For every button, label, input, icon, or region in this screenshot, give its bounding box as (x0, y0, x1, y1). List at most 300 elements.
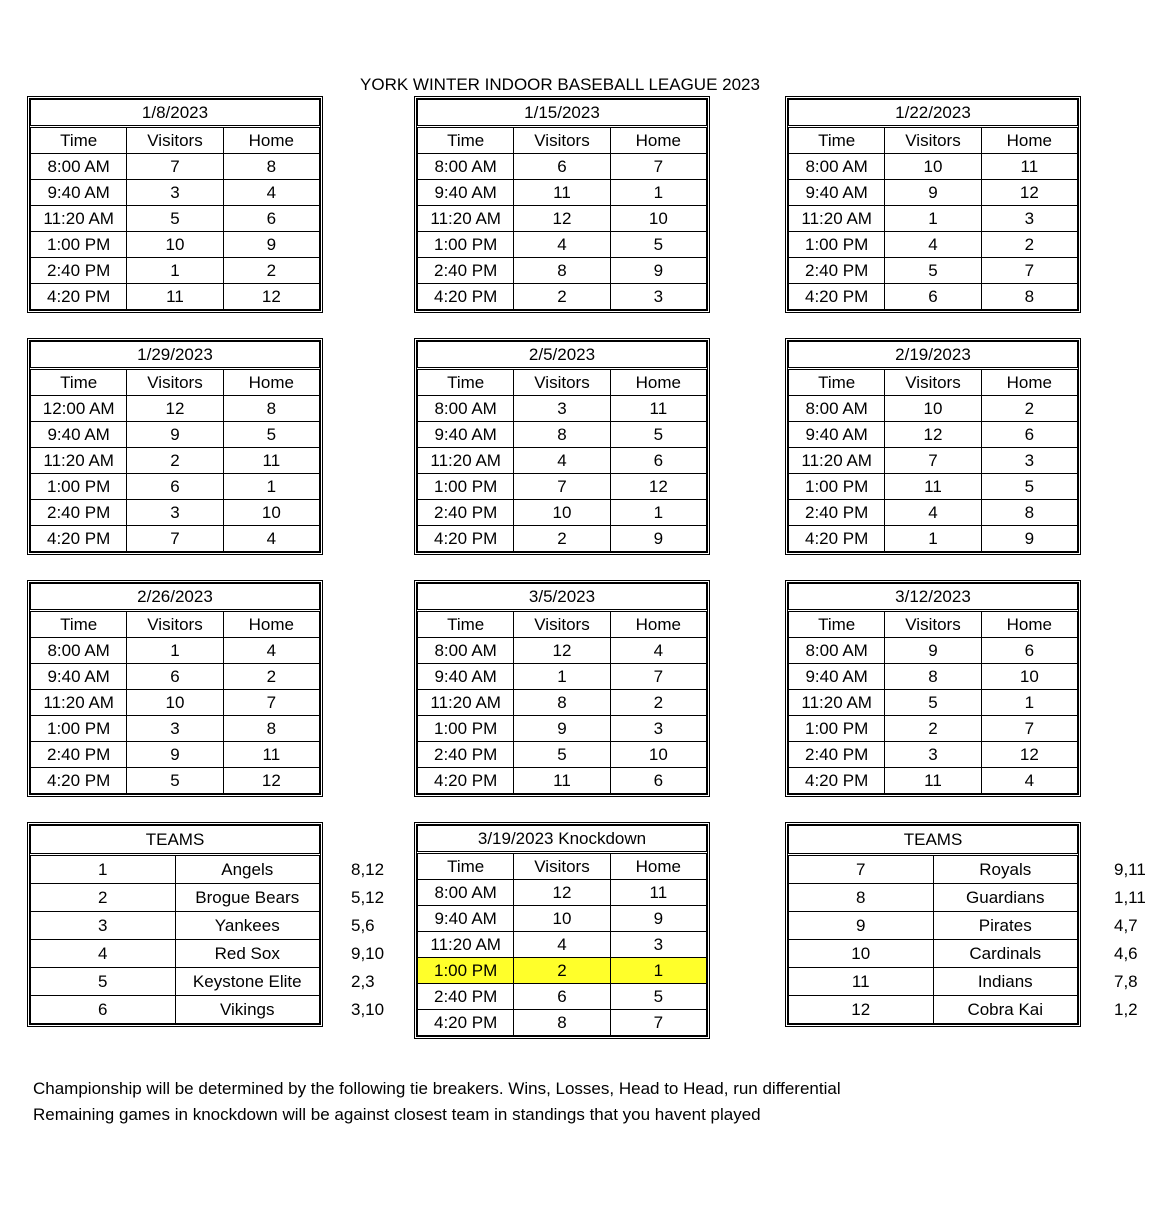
game-visitors: 9 (885, 180, 981, 206)
team-number: 2 (31, 884, 176, 912)
schedule-table (785, 96, 1081, 313)
schedule-table (785, 338, 1081, 555)
game-time: 2:40 PM (789, 742, 885, 768)
game-home: 7 (610, 1010, 706, 1036)
teams-header: TEAMS (789, 826, 1078, 855)
game-row (418, 906, 707, 932)
schedule-date: 1/8/2023 (31, 100, 320, 127)
game-row (418, 154, 707, 180)
game-home: 8 (223, 716, 319, 742)
game-home: 9 (610, 258, 706, 284)
game-home: 7 (223, 690, 319, 716)
col-header-home: Home (223, 369, 319, 396)
col-header-visitors: Visitors (127, 369, 223, 396)
schedule-table (414, 580, 710, 797)
schedule-date: 1/15/2023 (418, 100, 707, 127)
col-header-time: Time (31, 369, 127, 396)
col-header-time: Time (418, 369, 514, 396)
game-time: 4:20 PM (31, 284, 127, 310)
game-visitors: 1 (885, 526, 981, 552)
game-time: 11:20 AM (418, 206, 514, 232)
game-time: 2:40 PM (31, 500, 127, 526)
game-time: 4:20 PM (789, 284, 885, 310)
team-opponents: 4,6 (1114, 944, 1138, 963)
game-visitors: 8 (514, 690, 610, 716)
game-visitors: 10 (127, 690, 223, 716)
game-home: 2 (981, 232, 1077, 258)
game-home: 2 (981, 396, 1077, 422)
col-header-visitors: Visitors (127, 611, 223, 638)
game-home: 7 (610, 154, 706, 180)
game-row (789, 180, 1078, 206)
game-visitors: 7 (127, 526, 223, 552)
game-home: 4 (223, 180, 319, 206)
game-row (31, 638, 320, 664)
team-name: Angels (175, 855, 320, 884)
game-time: 1:00 PM (418, 716, 514, 742)
game-home: 5 (981, 474, 1077, 500)
game-time: 8:00 AM (789, 154, 885, 180)
game-time: 2:40 PM (31, 742, 127, 768)
game-home: 6 (981, 422, 1077, 448)
game-time: 4:20 PM (789, 768, 885, 794)
game-visitors: 12 (514, 880, 610, 906)
game-visitors: 11 (127, 284, 223, 310)
col-header-home: Home (981, 369, 1077, 396)
team-name: Cobra Kai (933, 996, 1078, 1024)
game-visitors: 7 (127, 154, 223, 180)
game-row (789, 232, 1078, 258)
game-visitors: 3 (127, 180, 223, 206)
team-number: 8 (789, 884, 934, 912)
game-home: 10 (610, 206, 706, 232)
game-row (418, 1010, 707, 1036)
game-visitors: 4 (514, 448, 610, 474)
game-home: 1 (981, 690, 1077, 716)
team-opponents: 3,10 (351, 1000, 385, 1019)
game-time: 2:40 PM (789, 258, 885, 284)
game-visitors: 9 (127, 422, 223, 448)
schedule-date: 2/19/2023 (789, 342, 1078, 369)
team-number: 12 (789, 996, 934, 1024)
team-number: 11 (789, 968, 934, 996)
game-row (418, 664, 707, 690)
game-row (31, 232, 320, 258)
team-opponents: 8,12 (351, 860, 385, 879)
game-row (31, 422, 320, 448)
game-row (418, 232, 707, 258)
game-row (31, 396, 320, 422)
game-visitors: 5 (514, 742, 610, 768)
game-time: 4:20 PM (418, 1010, 514, 1036)
team-name: Vikings (175, 996, 320, 1024)
game-time: 9:40 AM (31, 422, 127, 448)
game-visitors: 10 (514, 906, 610, 932)
team-number: 7 (789, 855, 934, 884)
game-home: 3 (981, 448, 1077, 474)
game-visitors: 6 (514, 154, 610, 180)
team-number: 6 (31, 996, 176, 1024)
game-row (418, 422, 707, 448)
game-home: 11 (223, 742, 319, 768)
game-time: 2:40 PM (418, 742, 514, 768)
game-row (31, 284, 320, 310)
game-row (789, 526, 1078, 552)
team-name: Cardinals (933, 940, 1078, 968)
col-header-home: Home (223, 127, 319, 154)
game-row (789, 258, 1078, 284)
team-name: Red Sox (175, 940, 320, 968)
note-line: Remaining games in knockdown will be against closest team in standings that you havent played (33, 1105, 761, 1124)
game-row (31, 664, 320, 690)
game-row (789, 768, 1078, 794)
game-visitors: 4 (514, 232, 610, 258)
game-visitors: 8 (514, 1010, 610, 1036)
game-row (789, 284, 1078, 310)
game-time: 9:40 AM (31, 180, 127, 206)
game-time: 4:20 PM (418, 284, 514, 310)
game-visitors: 12 (514, 638, 610, 664)
game-visitors: 2 (514, 284, 610, 310)
game-time: 4:20 PM (418, 526, 514, 552)
game-home: 12 (981, 180, 1077, 206)
game-home: 9 (610, 906, 706, 932)
game-time: 2:40 PM (31, 258, 127, 284)
game-visitors: 8 (514, 258, 610, 284)
game-row (31, 690, 320, 716)
team-name: Keystone Elite (175, 968, 320, 996)
game-visitors: 1 (127, 638, 223, 664)
game-row (418, 258, 707, 284)
game-time: 1:00 PM (31, 232, 127, 258)
game-time: 11:20 AM (31, 206, 127, 232)
game-home: 11 (223, 448, 319, 474)
game-row (418, 742, 707, 768)
team-opponents: 4,7 (1114, 916, 1138, 935)
game-row (789, 154, 1078, 180)
game-home: 1 (610, 180, 706, 206)
game-visitors: 7 (514, 474, 610, 500)
game-time: 9:40 AM (418, 906, 514, 932)
game-home: 11 (610, 396, 706, 422)
game-row (418, 716, 707, 742)
game-time: 1:00 PM (789, 474, 885, 500)
game-visitors: 5 (885, 258, 981, 284)
team-row (789, 884, 1078, 912)
game-visitors: 9 (514, 716, 610, 742)
game-row (31, 768, 320, 794)
game-home: 6 (610, 448, 706, 474)
game-home: 3 (981, 206, 1077, 232)
game-visitors: 6 (127, 664, 223, 690)
game-time: 11:20 AM (31, 690, 127, 716)
team-row (31, 884, 320, 912)
schedule-table (785, 580, 1081, 797)
game-home: 5 (223, 422, 319, 448)
game-time: 9:40 AM (418, 664, 514, 690)
team-name: Royals (933, 855, 1078, 884)
game-row (418, 474, 707, 500)
game-row (418, 768, 707, 794)
game-visitors: 7 (885, 448, 981, 474)
col-header-time: Time (418, 611, 514, 638)
game-time: 8:00 AM (418, 154, 514, 180)
game-time: 11:20 AM (31, 448, 127, 474)
game-time: 9:40 AM (789, 664, 885, 690)
game-visitors: 3 (127, 716, 223, 742)
game-row (789, 422, 1078, 448)
team-name: Brogue Bears (175, 884, 320, 912)
game-row (31, 474, 320, 500)
schedule-table (27, 338, 323, 555)
game-row (31, 258, 320, 284)
col-header-time: Time (31, 611, 127, 638)
game-time: 11:20 AM (789, 448, 885, 474)
col-header-home: Home (610, 611, 706, 638)
game-visitors: 6 (514, 984, 610, 1010)
team-row (789, 912, 1078, 940)
game-time: 9:40 AM (31, 664, 127, 690)
game-visitors: 10 (885, 396, 981, 422)
game-time: 11:20 AM (418, 932, 514, 958)
game-home: 1 (610, 500, 706, 526)
col-header-visitors: Visitors (514, 127, 610, 154)
col-header-visitors: Visitors (885, 369, 981, 396)
game-visitors: 1 (885, 206, 981, 232)
team-name: Yankees (175, 912, 320, 940)
game-time: 9:40 AM (789, 422, 885, 448)
schedule-table (414, 96, 710, 313)
team-opponents: 5,6 (351, 916, 375, 935)
game-time: 9:40 AM (418, 422, 514, 448)
game-visitors: 3 (514, 396, 610, 422)
team-number: 10 (789, 940, 934, 968)
game-home: 3 (610, 932, 706, 958)
team-number: 3 (31, 912, 176, 940)
game-time: 1:00 PM (31, 716, 127, 742)
team-row (789, 996, 1078, 1024)
team-number: 9 (789, 912, 934, 940)
team-opponents: 7,8 (1114, 972, 1138, 991)
team-row (789, 855, 1078, 884)
schedule-date: 3/5/2023 (418, 584, 707, 611)
game-home: 10 (223, 500, 319, 526)
team-row (789, 968, 1078, 996)
game-row (31, 526, 320, 552)
game-time: 11:20 AM (789, 206, 885, 232)
game-home: 1 (610, 958, 706, 984)
game-time: 9:40 AM (418, 180, 514, 206)
game-time: 1:00 PM (418, 958, 514, 984)
teams-table (27, 822, 323, 1027)
team-row (31, 855, 320, 884)
game-row (31, 154, 320, 180)
col-header-time: Time (418, 853, 514, 880)
game-home: 3 (610, 284, 706, 310)
team-opponents: 1,2 (1114, 1000, 1138, 1019)
game-home: 10 (610, 742, 706, 768)
team-opponents: 9,10 (351, 944, 385, 963)
game-time: 4:20 PM (31, 526, 127, 552)
game-home: 6 (981, 638, 1077, 664)
game-time: 1:00 PM (418, 232, 514, 258)
team-opponents: 2,3 (351, 972, 375, 991)
game-row (31, 206, 320, 232)
game-time: 8:00 AM (418, 396, 514, 422)
schedule-date: 1/29/2023 (31, 342, 320, 369)
game-time: 4:20 PM (31, 768, 127, 794)
col-header-visitors: Visitors (514, 369, 610, 396)
game-home: 9 (610, 526, 706, 552)
game-home: 2 (610, 690, 706, 716)
game-visitors: 5 (127, 768, 223, 794)
game-row (789, 690, 1078, 716)
game-row (789, 638, 1078, 664)
game-row (418, 984, 707, 1010)
game-visitors: 1 (514, 664, 610, 690)
opponents-column (1114, 856, 1146, 1024)
game-row (31, 500, 320, 526)
team-row (31, 940, 320, 968)
game-home: 3 (610, 716, 706, 742)
game-visitors: 8 (885, 664, 981, 690)
game-home: 2 (223, 664, 319, 690)
game-home: 6 (223, 206, 319, 232)
game-visitors: 11 (885, 768, 981, 794)
game-time: 4:20 PM (789, 526, 885, 552)
game-time: 1:00 PM (789, 716, 885, 742)
game-home: 5 (610, 422, 706, 448)
schedule-table (414, 338, 710, 555)
game-row (418, 396, 707, 422)
game-home: 7 (610, 664, 706, 690)
game-home: 12 (610, 474, 706, 500)
teams-header: TEAMS (31, 826, 320, 855)
game-row (418, 284, 707, 310)
game-home: 10 (981, 664, 1077, 690)
game-visitors: 9 (127, 742, 223, 768)
col-header-time: Time (789, 369, 885, 396)
game-time: 11:20 AM (789, 690, 885, 716)
game-row (418, 690, 707, 716)
game-visitors: 2 (514, 958, 610, 984)
game-time: 2:40 PM (418, 500, 514, 526)
game-row (789, 664, 1078, 690)
game-visitors: 10 (885, 154, 981, 180)
game-row (418, 932, 707, 958)
game-home: 5 (610, 984, 706, 1010)
game-home: 4 (223, 526, 319, 552)
game-visitors: 4 (885, 500, 981, 526)
game-row (418, 638, 707, 664)
game-time: 1:00 PM (789, 232, 885, 258)
game-row (31, 448, 320, 474)
team-row (31, 968, 320, 996)
col-header-home: Home (223, 611, 319, 638)
schedule-table (27, 580, 323, 797)
game-row (789, 448, 1078, 474)
col-header-time: Time (418, 127, 514, 154)
schedule-date: 2/26/2023 (31, 584, 320, 611)
team-number: 5 (31, 968, 176, 996)
col-header-home: Home (610, 853, 706, 880)
team-row (789, 940, 1078, 968)
game-visitors: 12 (885, 422, 981, 448)
game-visitors: 4 (514, 932, 610, 958)
col-header-time: Time (789, 611, 885, 638)
col-header-visitors: Visitors (127, 127, 223, 154)
schedule-date: 3/19/2023 Knockdown (418, 826, 707, 853)
game-time: 1:00 PM (31, 474, 127, 500)
col-header-time: Time (789, 127, 885, 154)
game-visitors: 6 (885, 284, 981, 310)
team-row (31, 996, 320, 1024)
game-visitors: 12 (514, 206, 610, 232)
game-time: 8:00 AM (789, 638, 885, 664)
team-number: 4 (31, 940, 176, 968)
game-visitors: 9 (885, 638, 981, 664)
schedule-date: 3/12/2023 (789, 584, 1078, 611)
game-row (418, 526, 707, 552)
game-visitors: 10 (514, 500, 610, 526)
team-row (31, 912, 320, 940)
game-home: 4 (223, 638, 319, 664)
game-home: 8 (223, 154, 319, 180)
schedule-table (27, 96, 323, 313)
game-visitors: 2 (514, 526, 610, 552)
game-home: 5 (610, 232, 706, 258)
opponents-column (351, 856, 384, 1024)
team-opponents: 5,12 (351, 888, 385, 907)
game-visitors: 12 (127, 396, 223, 422)
game-home: 2 (223, 258, 319, 284)
game-home: 12 (223, 284, 319, 310)
game-time: 2:40 PM (789, 500, 885, 526)
game-home: 11 (610, 880, 706, 906)
game-home: 9 (223, 232, 319, 258)
game-row (31, 742, 320, 768)
game-row (789, 500, 1078, 526)
game-home: 9 (981, 526, 1077, 552)
game-visitors: 1 (127, 258, 223, 284)
game-row (418, 958, 707, 984)
team-name: Indians (933, 968, 1078, 996)
game-visitors: 8 (514, 422, 610, 448)
schedule-table (414, 822, 710, 1039)
game-visitors: 5 (127, 206, 223, 232)
game-time: 11:20 AM (418, 448, 514, 474)
game-visitors: 3 (885, 742, 981, 768)
game-row (789, 206, 1078, 232)
game-home: 1 (223, 474, 319, 500)
col-header-home: Home (981, 611, 1077, 638)
col-header-visitors: Visitors (514, 853, 610, 880)
game-time: 8:00 AM (31, 638, 127, 664)
game-time: 11:20 AM (418, 690, 514, 716)
game-time: 4:20 PM (418, 768, 514, 794)
game-row (789, 716, 1078, 742)
game-visitors: 3 (127, 500, 223, 526)
game-row (789, 474, 1078, 500)
schedule-date: 1/22/2023 (789, 100, 1078, 127)
game-home: 4 (981, 768, 1077, 794)
game-time: 2:40 PM (418, 984, 514, 1010)
game-visitors: 4 (885, 232, 981, 258)
game-home: 6 (610, 768, 706, 794)
game-row (418, 206, 707, 232)
game-home: 12 (981, 742, 1077, 768)
col-header-visitors: Visitors (885, 611, 981, 638)
